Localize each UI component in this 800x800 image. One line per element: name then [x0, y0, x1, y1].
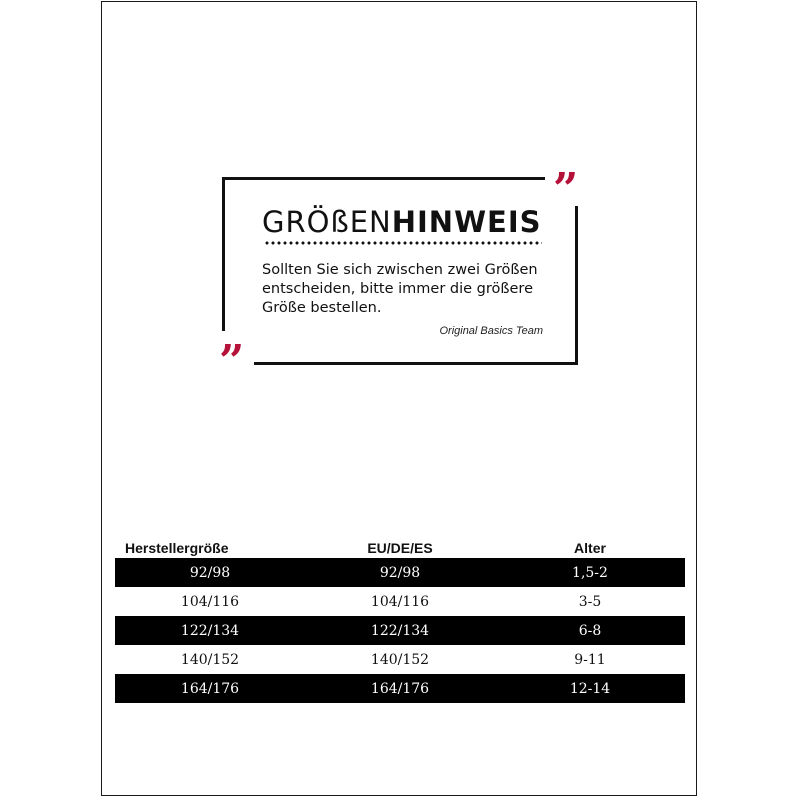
table-cell: 92/98 — [379, 564, 421, 581]
table-cell: 164/176 — [180, 680, 240, 697]
table-row — [115, 645, 685, 674]
table-cell: 3-5 — [578, 593, 602, 610]
table-cell: 9-11 — [574, 651, 606, 668]
table-cell: 92/98 — [189, 564, 231, 581]
quote-mark-icon: ” — [553, 164, 576, 215]
frame-left-border — [222, 177, 225, 331]
table-cell: 12-14 — [569, 680, 611, 697]
size-table — [115, 538, 685, 703]
column-header-manufacturer-size: Herstellergröße — [125, 540, 229, 556]
table-header — [115, 538, 685, 558]
table-cell: 140/152 — [370, 651, 430, 668]
table-cell: 122/134 — [180, 622, 240, 639]
table-cell: 104/116 — [180, 593, 240, 610]
column-header-eu-size: EU/DE/ES — [367, 540, 433, 556]
frame-bottom-border — [254, 362, 578, 365]
notice-heading — [262, 204, 542, 240]
table-row — [115, 587, 685, 616]
table-cell: 122/134 — [370, 622, 430, 639]
table-cell: 164/176 — [370, 680, 430, 697]
table-row — [115, 558, 685, 587]
table-cell: 104/116 — [370, 593, 430, 610]
frame-right-border — [575, 206, 578, 365]
table-row — [115, 674, 685, 703]
dotted-divider — [264, 241, 542, 245]
table-cell: 1,5-2 — [572, 564, 608, 581]
frame-top-border — [222, 177, 545, 180]
heading-bold-part: HINWEIS — [391, 205, 542, 239]
notice-signature: Original Basics Team — [439, 325, 543, 337]
heading-light-part: GRÖßEN — [262, 205, 392, 239]
column-header-age: Alter — [574, 540, 606, 556]
quote-mark-icon: ” — [219, 336, 242, 387]
table-cell: 140/152 — [180, 651, 240, 668]
table-row — [115, 616, 685, 645]
table-cell: 6-8 — [578, 622, 602, 639]
notice-text: Sollten Sie sich zwischen zwei Größen entscheiden, bitte immer die größere Größe bestellen. — [262, 262, 538, 316]
